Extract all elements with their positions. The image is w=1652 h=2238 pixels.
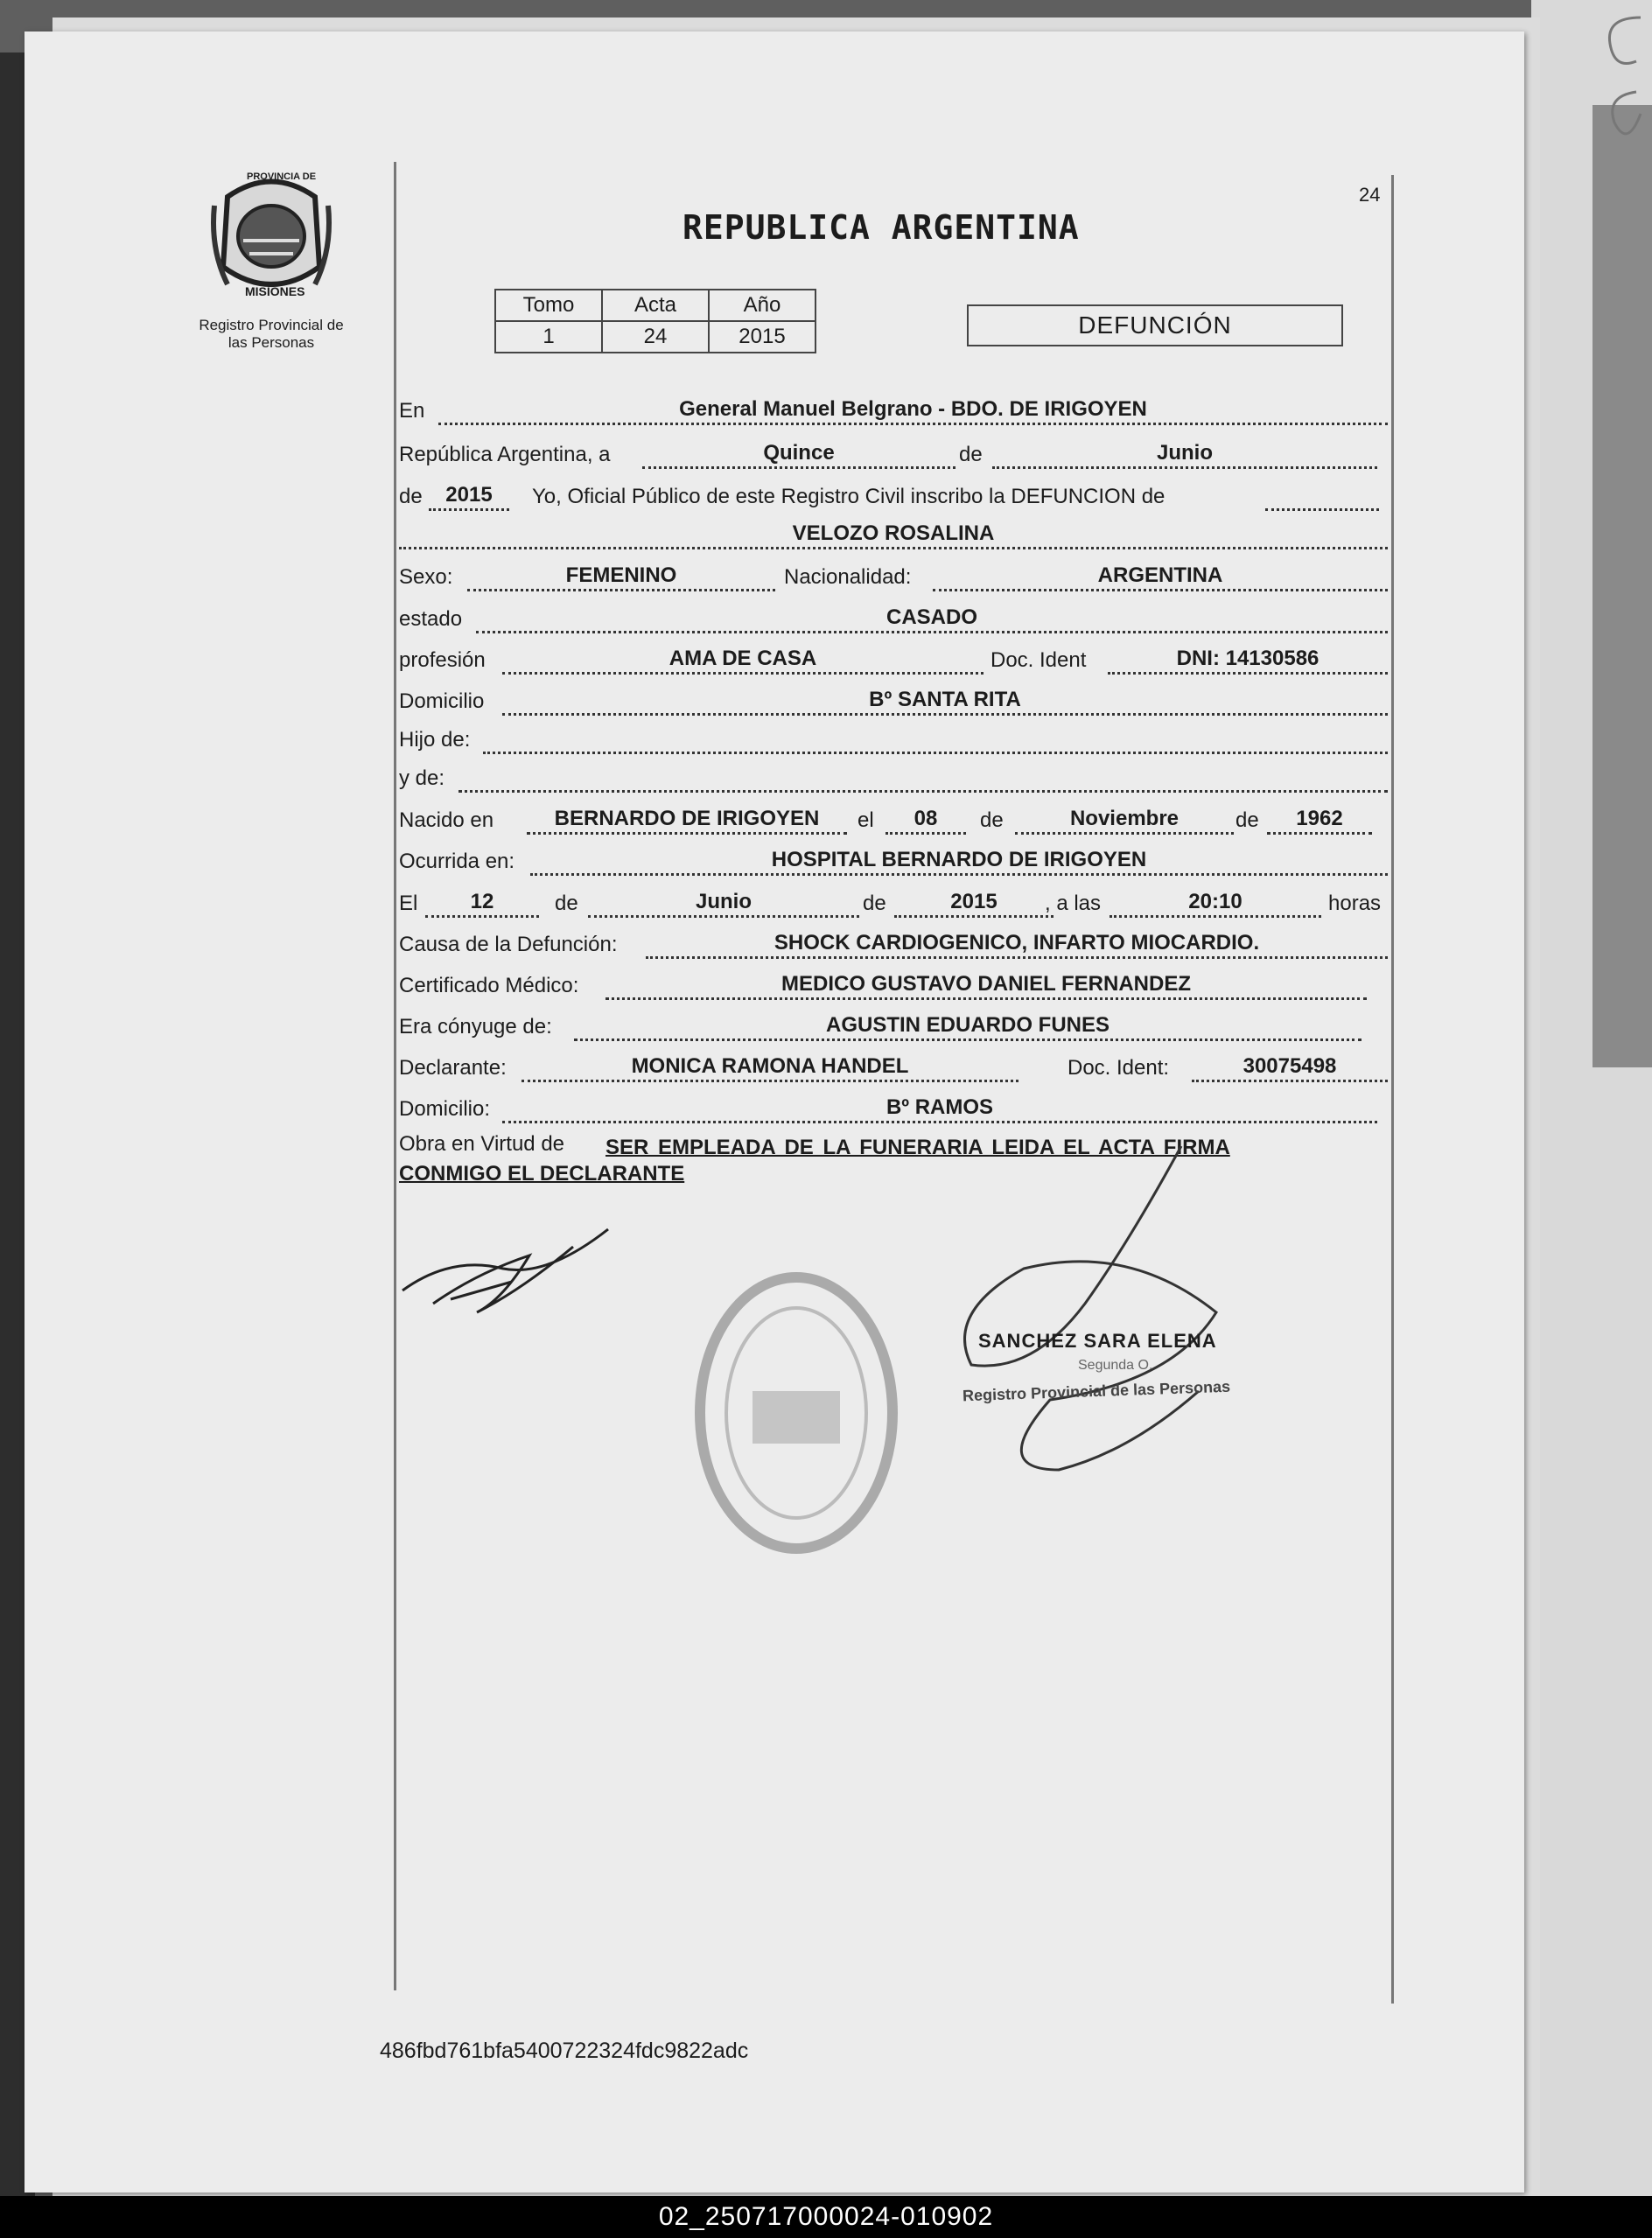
document-hash: 486fbd761bfa5400722324fdc9822adc: [380, 2039, 749, 2063]
label-de-birth-2: de: [1236, 808, 1259, 832]
label-obra: Obra en Virtud de: [399, 1132, 565, 1156]
right-margin-line: [1391, 175, 1394, 2004]
seal-bottom-text: MISIONES: [245, 284, 305, 298]
row-spouse: [399, 1010, 1388, 1045]
label-ocurrida-en: Ocurrida en:: [399, 850, 515, 873]
label-nacionalidad: Nacionalidad:: [784, 565, 912, 589]
officer-office: Registro Provincial de las Personas: [962, 1377, 1231, 1405]
field-declarant: MONICA RAMONA HANDEL: [522, 1054, 1018, 1082]
official-stamp: [691, 1269, 901, 1557]
field-birth-day: 08: [886, 807, 966, 835]
field-death-time: 20:10: [1110, 890, 1321, 918]
label-nacido-en: Nacido en: [399, 808, 494, 832]
row-place: [399, 394, 1388, 429]
label-profesion: profesión: [399, 648, 486, 672]
label-el-birth: el: [858, 808, 874, 832]
field-mother: [458, 772, 1388, 793]
row-declarant-address: [399, 1092, 1388, 1127]
label-de-death-1: de: [555, 892, 578, 915]
row-doctor: [399, 969, 1388, 1004]
field-death-day: 12: [425, 890, 539, 918]
field-declarant-address: Bº RAMOS: [502, 1095, 1377, 1123]
field-obra-line2: CONMIGO EL DECLARANTE: [399, 1162, 685, 1185]
field-profession: AMA DE CASA: [502, 647, 984, 675]
label-conyuge: Era cónyuge de:: [399, 1015, 552, 1039]
field-death-place: HOSPITAL BERNARDO DE IRIGOYEN: [530, 848, 1388, 876]
field-father: [483, 733, 1388, 754]
field-cause: SHOCK CARDIOGENICO, INFARTO MIOCARDIO.: [646, 931, 1388, 959]
declarant-signature: [398, 1220, 626, 1325]
row-father: [399, 723, 1388, 758]
row-profession: [399, 643, 1388, 678]
province-seal: [210, 171, 332, 302]
label-doc-ident-2: Doc. Ident:: [1068, 1056, 1170, 1080]
header-ano: Año: [709, 290, 816, 321]
label-republica: República Argentina, a: [399, 443, 611, 466]
label-horas: horas: [1328, 892, 1382, 915]
field-birth-year: 1962: [1267, 807, 1372, 835]
row-estado: [399, 602, 1388, 637]
field-month: Junio: [992, 441, 1377, 469]
header-acta: Acta: [602, 290, 709, 321]
field-death-year: 2015: [894, 890, 1054, 918]
label-declarante: Declarante:: [399, 1056, 507, 1080]
field-address: Bº SANTA RITA: [502, 688, 1388, 716]
field-nationality: ARGENTINA: [933, 563, 1388, 591]
label-en: En: [399, 399, 425, 423]
label-domicilio: Domicilio: [399, 689, 485, 713]
row-death-place: [399, 844, 1388, 879]
reference-table: [494, 289, 816, 353]
label-y-de: y de:: [399, 766, 445, 790]
field-birth-place: BERNARDO DE IRIGOYEN: [527, 807, 847, 835]
label-domicilio-2: Domicilio:: [399, 1097, 491, 1121]
row-sex: [399, 560, 1388, 595]
field-civil-status: CASADO: [476, 605, 1388, 633]
label-certificado: Certificado Médico:: [399, 974, 579, 997]
label-sexo: Sexo:: [399, 565, 453, 589]
officer-role: Segunda O.: [1078, 1358, 1153, 1373]
label-de-birth-1: de: [980, 808, 1004, 832]
field-yo-end: [1265, 507, 1379, 511]
row-cause: [399, 927, 1388, 962]
document-title: REPUBLICA ARGENTINA: [682, 208, 1080, 247]
label-doc-ident: Doc. Ident: [990, 648, 1087, 672]
field-deceased-name: VELOZO ROSALINA: [399, 521, 1388, 549]
seal-top-text: PROVINCIA DE: [247, 171, 317, 182]
label-yo: Yo, Oficial Público de este Registro Civil inscribo la DEFUNCION de: [532, 485, 1166, 508]
label-estado: estado: [399, 607, 463, 631]
row-address: [399, 684, 1388, 719]
row-date: [399, 437, 1388, 472]
record-type-box: DEFUNCIÓN: [967, 304, 1343, 346]
handwritten-note: [1588, 9, 1649, 157]
row-declarant: [399, 1051, 1388, 1086]
field-doctor: MEDICO GUSTAVO DANIEL FERNANDEZ: [606, 972, 1367, 1000]
label-a-las: , a las: [1045, 892, 1102, 915]
label-hijo-de: Hijo de:: [399, 728, 471, 752]
row-birth: [399, 803, 1388, 838]
field-place: General Manuel Belgrano - BDO. DE IRIGOYEN: [438, 397, 1388, 425]
background-right: [1531, 0, 1652, 2196]
row-yo: [399, 479, 1388, 514]
field-death-month: Junio: [588, 890, 859, 918]
registry-label: Registro Provincial de las Personas: [199, 317, 344, 351]
footer-code: 02_250717000024-010902: [0, 2196, 1652, 2238]
value-tomo: 1: [495, 321, 602, 353]
header-tomo: Tomo: [495, 290, 602, 321]
row-deceased: [399, 518, 1388, 553]
label-el: El: [399, 892, 418, 915]
row-death-date: [399, 886, 1388, 921]
label-de-1: de: [959, 443, 983, 466]
field-doc-id: DNI: 14130586: [1108, 647, 1388, 675]
label-de-2: de: [399, 485, 423, 508]
page-number: 24: [1359, 184, 1381, 206]
row-mother: [399, 761, 1388, 796]
field-sex: FEMENINO: [467, 563, 775, 591]
label-de-death-2: de: [863, 892, 886, 915]
field-day-words: Quince: [642, 441, 956, 469]
field-declarant-doc: 30075498: [1192, 1054, 1388, 1082]
officer-signature: [954, 1137, 1242, 1487]
value-acta: 24: [602, 321, 709, 353]
value-ano: 2015: [709, 321, 816, 353]
officer-name: SANCHEZ SARA ELENA: [978, 1330, 1217, 1352]
field-year: 2015: [429, 483, 509, 511]
field-birth-month: Noviembre: [1015, 807, 1234, 835]
field-obra-line1: SER EMPLEADA DE LA FUNERARIA LEIDA EL ACTA FIRMA: [606, 1136, 1230, 1159]
field-spouse: AGUSTIN EDUARDO FUNES: [574, 1013, 1362, 1041]
label-causa: Causa de la Defunción:: [399, 933, 618, 956]
left-margin-line: [394, 162, 396, 1990]
